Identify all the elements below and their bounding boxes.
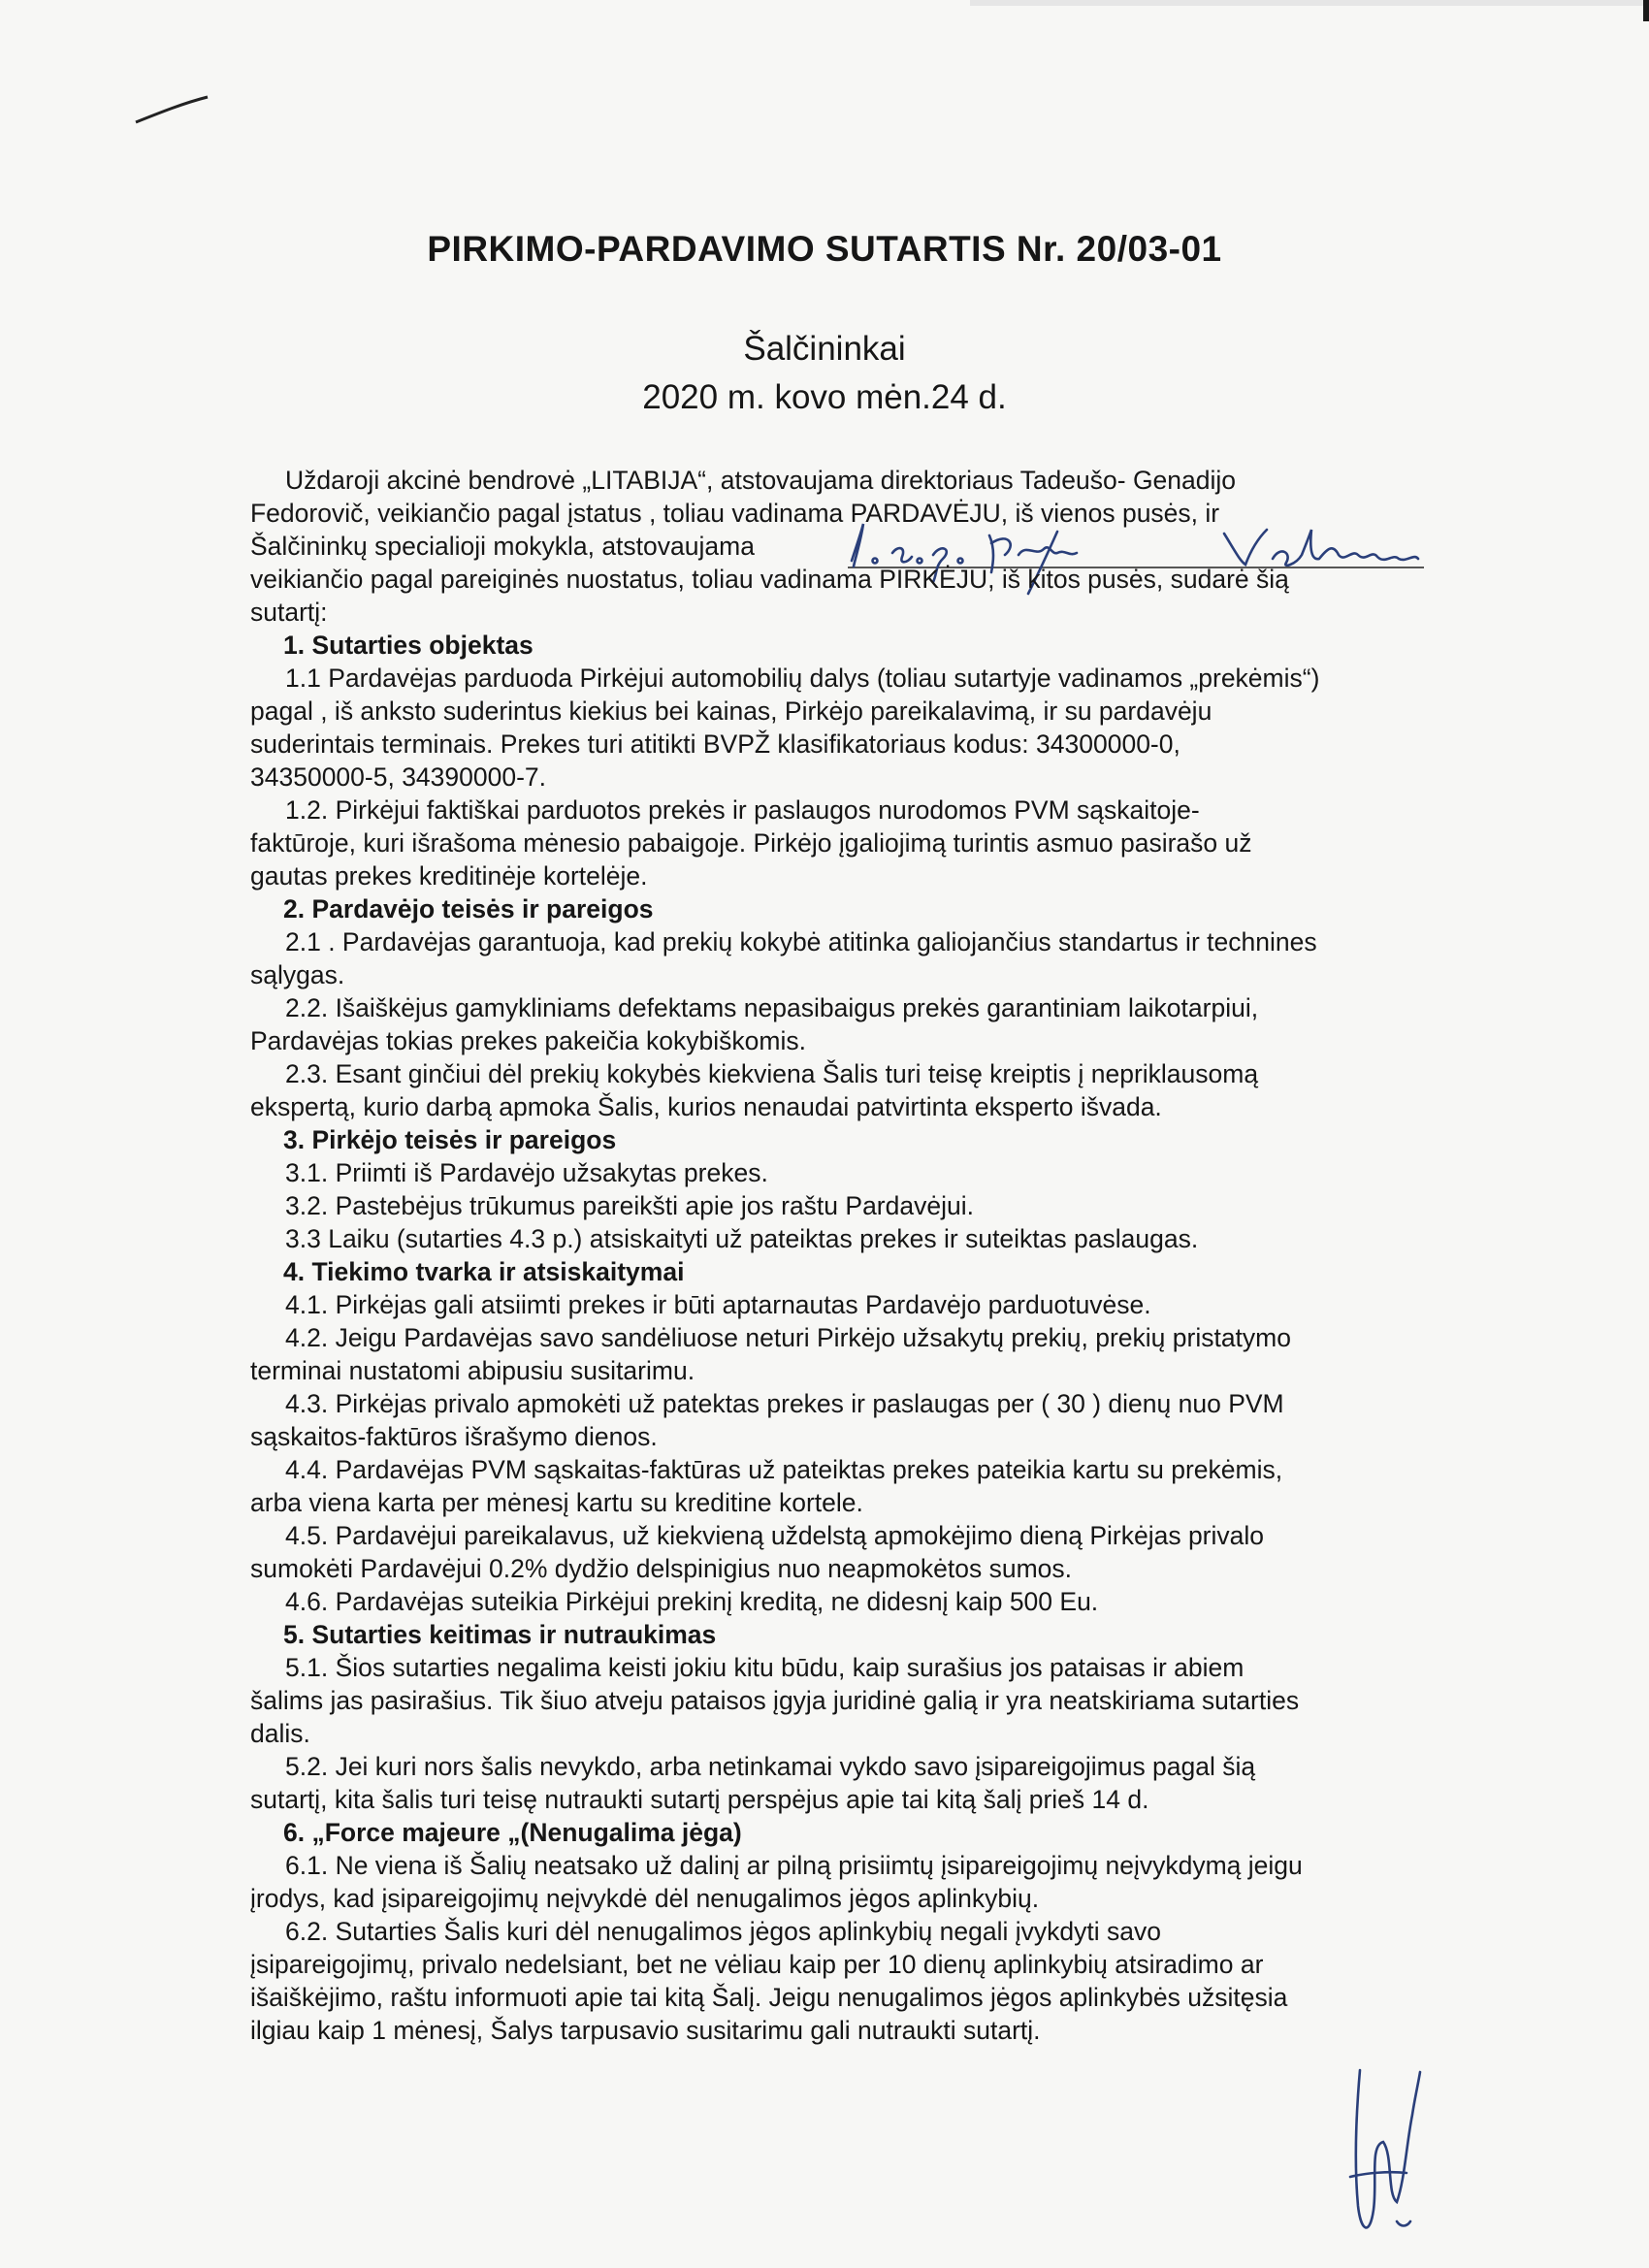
section-heading: 5. Sutarties keitimas ir nutraukimas <box>283 1620 717 1649</box>
stray-pen-stroke <box>136 97 208 122</box>
intro-line: Uždaroji akcinė bendrovė „LITABIJA“, atstovaujama direktoriaus Tadeušo- Genadijo <box>285 466 1237 495</box>
document-title: PIRKIMO-PARDAVIMO SUTARTIS Nr. 20/03-01 <box>427 229 1222 269</box>
contract-intro <box>250 464 1482 629</box>
section-1 <box>250 629 1482 892</box>
clause-line: gautas prekes kreditinėje kortelėje. <box>250 861 648 891</box>
clause-line: sutartį, kita šalis turi teisę nutraukti sutartį perspėjus apie tai kitą šalį prieš 14 d. <box>250 1785 1149 1814</box>
clause-line: sąskaitos-faktūros išrašymo dienos. <box>250 1422 658 1451</box>
section-2 <box>250 892 1482 1123</box>
clause-line: įsipareigojimų, privalo nedelsiant, bet ne vėliau kaip per 10 dienų aplinkybių atsiradimo ar <box>250 1950 1264 1979</box>
section-5 <box>250 1618 1482 1816</box>
clause-line: 5.2. Jei kuri nors šalis nevykdo, arba netinkamai vykdo savo įsipareigojimus pagal šią <box>285 1752 1256 1781</box>
section-heading: 6. „Force majeure „(Nenugalima jėga) <box>283 1818 742 1847</box>
section-heading: 4. Tiekimo tvarka ir atsiskaitymai <box>283 1257 685 1286</box>
clause-line: 4.1. Pirkėjas gali atsiimti prekes ir būti aptarnautas Pardavėjo parduotuvėse. <box>285 1290 1151 1319</box>
section-3 <box>250 1123 1482 1255</box>
contract-body <box>250 464 1482 2047</box>
clause-line: 3.2. Pastebėjus trūkumus pareikšti apie jos raštu Pardavėjui. <box>285 1191 974 1220</box>
clause-line: 2.1 . Pardavėjas garantuoja, kad prekių kokybė atitinka galiojančius standartus ir technines <box>285 927 1317 956</box>
document-place: Šalčininkai <box>743 330 906 368</box>
clause-line: arba viena karta per mėnesį kartu su kreditine kortele. <box>250 1488 863 1517</box>
clause-line: pagal , iš anksto suderintus kiekius bei kainas, Pirkėjo pareikalavimą, ir su pardavėju <box>250 697 1212 726</box>
clause-line: 2.3. Esant ginčiui dėl prekių kokybės kiekviena Šalis turi teisę kreiptis į nepriklausomą <box>285 1059 1259 1088</box>
clause-line: išaiškėjimo, raštu informuoti apie tai kitą Šalį. Jeigu nenugalimos jėgos aplinkybės užsitęsia <box>250 1983 1288 2012</box>
clause-line: sąlygas. <box>250 960 345 989</box>
clause-line: ilgiau kaip 1 mėnesį, Šalys tarpusavio susitarimu gali nutraukti sutartį. <box>250 2016 1041 2045</box>
clause-line: įrodys, kad įsipareigojimų neįvykdė dėl nenugalimos jėgos aplinkybių. <box>250 1884 1040 1913</box>
clause-line: 1.2. Pirkėjui faktiškai parduotos prekės ir paslaugos nurodomos PVM sąskaitoje- <box>285 795 1200 825</box>
clause-line: 2.2. Išaiškėjus gamykliniams defektams nepasibaigus prekės garantiniam laikotarpiui, <box>285 993 1259 1022</box>
section-4 <box>250 1255 1482 1618</box>
clause-line: dalis. <box>250 1719 310 1748</box>
clause-line: 6.2. Sutarties Šalis kuri dėl nenugalimos jėgos aplinkybių negali įvykdyti savo <box>285 1917 1161 1946</box>
intro-line: Fedorovič, veikiančio pagal įstatus , toliau vadinama PARDAVĖJU, iš vienos pusės, ir <box>250 499 1220 528</box>
clause-line: 6.1. Ne viena iš Šalių neatsako už dalinį ar pilną prisiimtų įsipareigojimų neįvykdymą jeigu <box>285 1851 1303 1880</box>
clause-line: terminai nustatomi abipusiu susitarimu. <box>250 1356 695 1385</box>
clause-line: Pardavėjas tokias prekes pakeičia kokybiškomis. <box>250 1026 806 1055</box>
intro-line: Šalčininkų specialioji mokykla, atstovaujama <box>250 532 755 561</box>
clause-line: 1.1 Pardavėjas parduoda Pirkėjui automobilių dalys (toliau sutartyje vadinamos „prekėmis“) <box>285 664 1320 693</box>
clause-line: 4.5. Pardavėjui pareikalavus, už kiekvieną uždelstą apmokėjimo dieną Pirkėjas privalo <box>285 1521 1265 1550</box>
clause-line: suderintais terminais. Prekes turi atitikti BVPŽ klasifikatoriaus kodus: 34300000-0, <box>250 729 1180 759</box>
clause-line: sumokėti Pardavėjui 0.2% dydžio delspinigius nuo neapmokėtos sumos. <box>250 1554 1073 1583</box>
clause-line: 4.2. Jeigu Pardavėjas savo sandėliuose neturi Pirkėjo užsakytų prekių, prekių pristatymo <box>285 1323 1291 1352</box>
section-6 <box>250 1816 1482 2047</box>
clause-line: šalims jas pasirašius. Tik šiuo atveju pataisos įgyja juridinė galią ir yra neatskiriama sutarties <box>250 1686 1300 1715</box>
clause-line: 3.3 Laiku (sutarties 4.3 p.) atsiskaityti už pateiktas prekes ir suteiktas paslaugas. <box>285 1224 1199 1253</box>
clause-line: 5.1. Šios sutarties negalima keisti jokiu kitu būdu, kaip surašius jos pataisas ir abiem <box>285 1653 1245 1682</box>
section-heading: 2. Pardavėjo teisės ir pareigos <box>283 894 654 923</box>
clause-line: 4.4. Pardavėjas PVM sąskaitas-faktūras už pateiktas prekes pateikia kartu su prekėmis, <box>285 1455 1283 1484</box>
intro-line: sutartį: <box>250 598 328 627</box>
section-heading: 1. Sutarties objektas <box>283 631 534 660</box>
parafas-signature <box>1350 2070 1420 2227</box>
intro-line: veikiančio pagal pareiginės nuostatus, toliau vadinama PIRKĖJU, iš kitos pusės, sudarė šią <box>250 565 1289 594</box>
clause-line: ekspertą, kurio darbą apmoka Šalis, kurios nenaudai patvirtinta eksperto išvada. <box>250 1092 1162 1121</box>
clause-line: 34350000-5, 34390000-7. <box>250 762 547 792</box>
document-date: 2020 m. kovo mėn.24 d. <box>642 378 1007 416</box>
clause-line: 3.1. Priimti iš Pardavėjo užsakytas prekes. <box>285 1158 768 1187</box>
clause-line: 4.6. Pardavėjas suteikia Pirkėjui prekinį kreditą, ne didesnį kaip 500 Eu. <box>285 1587 1099 1616</box>
section-heading: 3. Pirkėjo teisės ir pareigos <box>283 1125 617 1154</box>
clause-line: 4.3. Pirkėjas privalo apmokėti už patektas prekes ir paslaugas per ( 30 ) dienų nuo PVM <box>285 1389 1284 1418</box>
clause-line: faktūroje, kuri išrašoma mėnesio pabaigoje. Pirkėjo įgaliojimą turintis asmuo pasirašo už <box>250 828 1252 858</box>
